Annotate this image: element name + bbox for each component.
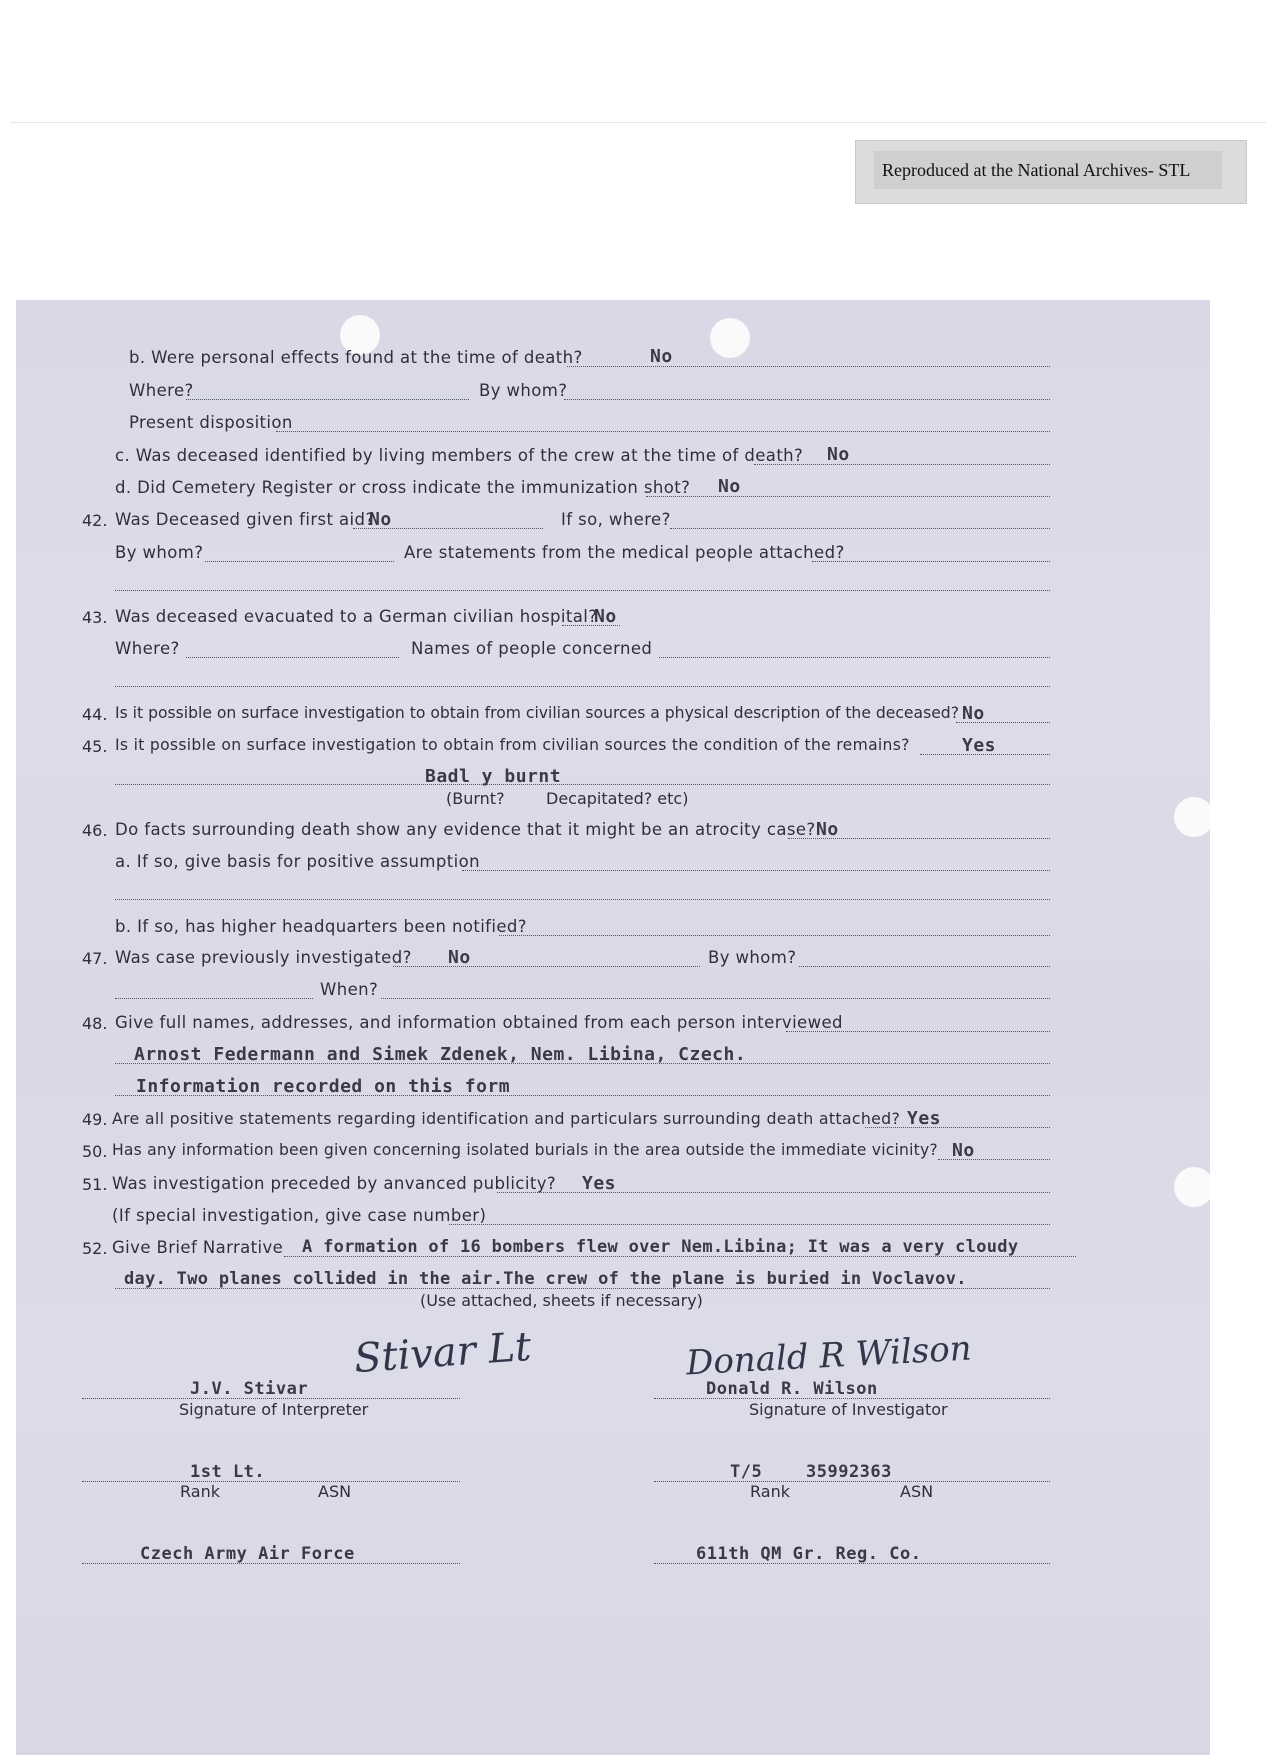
q50-number: 50.: [82, 1142, 108, 1161]
rank-line: [82, 1481, 460, 1482]
answer-line: [462, 870, 1050, 871]
archive-banner-text: Reproduced at the National Archives- STL: [874, 151, 1222, 189]
q44-number: 44.: [82, 705, 108, 724]
q47-when-label: When?: [320, 980, 379, 999]
q42-number: 42.: [82, 511, 108, 530]
answer-line: [205, 561, 394, 562]
q46b-label: b. If so, has higher headquarters been notified?: [115, 917, 527, 936]
q44-answer: No: [962, 703, 985, 724]
q45-hint-decapitated: Decapitated? etc): [546, 789, 689, 808]
form-page: [16, 300, 1210, 1755]
punch-hole: [1174, 797, 1210, 837]
answer-line: [670, 528, 1050, 529]
investigator-caption: Signature of Investigator: [749, 1400, 948, 1419]
q49-label: Are all positive statements regarding identification and particulars surrounding death attached?: [112, 1109, 901, 1128]
q52-number: 52.: [82, 1239, 108, 1258]
q48-number: 48.: [82, 1014, 108, 1033]
investigator-rank: T/5: [730, 1462, 763, 1482]
by-whom-label: By whom?: [479, 381, 568, 400]
q47-label: Was case previously investigated?: [115, 948, 412, 967]
answer-line: [499, 935, 1050, 936]
q52-note: (Use attached, sheets if necessary): [420, 1291, 703, 1310]
q41b-label: b. Were personal effects found at the time of death?: [129, 348, 583, 367]
answer-line: [564, 399, 1050, 400]
interpreter-handwritten-signature: Stivar Lt: [352, 1323, 533, 1383]
q51-special-label: (If special investigation, give case number): [112, 1206, 487, 1225]
answer-line: [865, 1127, 1050, 1128]
q41b-answer: No: [650, 346, 673, 367]
q42-if-so-label: If so, where?: [561, 510, 671, 529]
answer-line: [567, 366, 1050, 367]
investigator-typed-name: Donald R. Wilson: [706, 1379, 878, 1399]
q51-number: 51.: [82, 1175, 108, 1194]
q45-label: Is it possible on surface investigation to obtain from civilian sources the condition of the remains?: [115, 736, 910, 754]
q43-names-label: Names of people concerned: [411, 639, 653, 658]
q45-detail: Badl y burnt: [425, 766, 562, 787]
q52-line1: A formation of 16 bombers flew over Nem.Libina; It was a very cloudy: [302, 1237, 1019, 1257]
q48-label: Give full names, addresses, and information obtained from each person interviewed: [115, 1013, 843, 1032]
answer-line: [497, 1192, 1050, 1193]
q47-number: 47.: [82, 949, 108, 968]
q42-statements-label: Are statements from the medical people attached?: [404, 543, 845, 562]
interpreter-asn-label: ASN: [318, 1482, 352, 1501]
investigator-handwritten-signature: Donald R Wilson: [685, 1328, 973, 1384]
answer-line: [754, 464, 1050, 465]
q51-answer: Yes: [582, 1173, 617, 1194]
interpreter-rank-label: Rank: [180, 1482, 220, 1501]
q46-answer: No: [816, 819, 839, 840]
q41c-answer: No: [827, 444, 850, 465]
answer-line: [115, 590, 1050, 591]
q42-by-whom-label: By whom?: [115, 543, 204, 562]
q43-answer: No: [594, 606, 617, 627]
answer-line: [646, 496, 1050, 497]
where-label: Where?: [129, 381, 194, 400]
interpreter-rank: 1st Lt.: [190, 1462, 266, 1482]
punch-hole: [1174, 1167, 1210, 1207]
answer-line: [186, 399, 469, 400]
q45-answer: Yes: [962, 735, 997, 756]
q48-line2: Information recorded on this form: [136, 1076, 511, 1097]
q43-number: 43.: [82, 608, 108, 627]
punch-hole: [710, 318, 750, 358]
q44-label: Is it possible on surface investigation to obtain from civilian sources a physical description of the deceased?: [115, 704, 959, 722]
answer-line: [381, 998, 1050, 999]
answer-line: [115, 998, 313, 999]
interpreter-caption: Signature of Interpreter: [179, 1400, 369, 1419]
q41d-label: d. Did Cemetery Register or cross indicate the immunization shot?: [115, 478, 691, 497]
q46a-label: a. If so, give basis for positive assumption: [115, 852, 480, 871]
q42-label: Was Deceased given first aid?: [115, 510, 375, 529]
q46-label: Do facts surrounding death show any evidence that it might be an atrocity case?: [115, 820, 816, 839]
scan-top-edge: [10, 122, 1266, 123]
q43-label: Was deceased evacuated to a German civilian hospital?: [115, 607, 598, 626]
q41d-answer: No: [718, 476, 741, 497]
answer-line: [115, 686, 1050, 687]
q45-number: 45.: [82, 737, 108, 756]
q50-answer: No: [952, 1140, 975, 1161]
q42-answer: No: [369, 509, 392, 530]
answer-line: [659, 657, 1050, 658]
q52-label: Give Brief Narrative: [112, 1238, 284, 1257]
q50-label: Has any information been given concerning isolated burials in the area outside the immediate vicinity?: [112, 1141, 938, 1159]
answer-line: [186, 657, 399, 658]
answer-line: [786, 1031, 1050, 1032]
investigator-rank-label: Rank: [750, 1482, 790, 1501]
answer-line: [115, 784, 1050, 785]
q51-label: Was investigation preceded by anvanced publicity?: [112, 1174, 557, 1193]
q47-answer: No: [448, 947, 471, 968]
present-disposition-label: Present disposition: [129, 413, 293, 432]
q46-number: 46.: [82, 821, 108, 840]
q48-line1: Arnost Federmann and Simek Zdenek, Nem. Libina, Czech.: [134, 1044, 747, 1065]
q49-number: 49.: [82, 1110, 108, 1129]
investigator-asn: 35992363: [806, 1462, 892, 1482]
archive-banner: [855, 140, 1247, 204]
investigator-unit: 611th QM Gr. Reg. Co.: [696, 1544, 922, 1564]
answer-line: [449, 1224, 1050, 1225]
answer-line: [115, 899, 1050, 900]
answer-line: [812, 561, 1050, 562]
q49-answer: Yes: [907, 1108, 942, 1129]
q52-line2: day. Two planes collided in the air.The crew of the plane is buried in Voclavov.: [124, 1269, 967, 1289]
interpreter-typed-name: J.V. Stivar: [190, 1379, 309, 1399]
answer-line: [276, 431, 1050, 432]
q47-by-whom-label: By whom?: [708, 948, 797, 967]
investigator-asn-label: ASN: [900, 1482, 934, 1501]
q41c-label: c. Was deceased identified by living members of the crew at the time of death?: [115, 446, 804, 465]
answer-line: [799, 966, 1050, 967]
answer-line: [393, 966, 700, 967]
interpreter-unit: Czech Army Air Force: [140, 1544, 355, 1564]
q45-hint-burnt: (Burnt?: [446, 789, 505, 808]
q43-where-label: Where?: [115, 639, 180, 658]
